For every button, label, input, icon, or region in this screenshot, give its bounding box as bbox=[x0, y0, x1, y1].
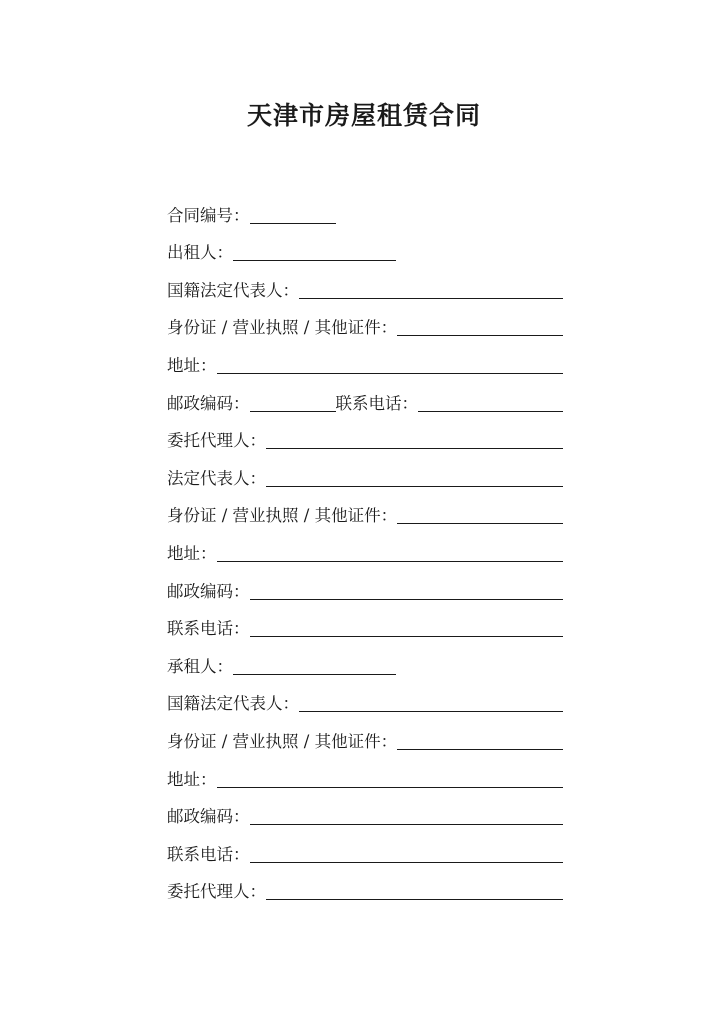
agent-legal-rep-blank[interactable] bbox=[266, 468, 563, 487]
agent-postcode-label: 邮政编码： bbox=[167, 581, 250, 601]
lessor-phone-blank[interactable] bbox=[418, 393, 563, 412]
lessor-agent-row bbox=[167, 414, 563, 452]
lessee-postcode-row bbox=[167, 790, 563, 828]
agent-address-blank[interactable] bbox=[217, 543, 564, 562]
lessee-blank[interactable] bbox=[233, 656, 396, 675]
contract-number-row bbox=[167, 188, 563, 226]
lessee-phone-label: 联系电话： bbox=[167, 844, 250, 864]
lessor-phone-label: 联系电话： bbox=[335, 393, 418, 413]
lessee-address-row bbox=[167, 752, 563, 790]
agent-id-row bbox=[167, 489, 563, 527]
lessee-id-label: 身份证 / 营业执照 / 其他证件： bbox=[167, 731, 398, 751]
agent-id-label: 身份证 / 营业执照 / 其他证件： bbox=[167, 506, 398, 526]
lessor-nationality-rep-row bbox=[167, 263, 563, 301]
lessee-id-row bbox=[167, 714, 563, 752]
lessee-agent-blank[interactable] bbox=[266, 881, 563, 900]
agent-postcode-blank[interactable] bbox=[250, 581, 564, 600]
lessor-id-row bbox=[167, 301, 563, 339]
lessor-postcode-phone-row bbox=[167, 376, 563, 414]
agent-legal-rep-row bbox=[167, 451, 563, 489]
lessee-postcode-blank[interactable] bbox=[250, 806, 564, 825]
lessee-address-label: 地址： bbox=[167, 769, 217, 789]
lessee-agent-label: 委托代理人： bbox=[167, 882, 266, 902]
lessor-agent-blank[interactable] bbox=[266, 430, 563, 449]
lessor-id-blank[interactable] bbox=[397, 317, 563, 336]
agent-address-row bbox=[167, 526, 563, 564]
lessor-agent-label: 委托代理人： bbox=[167, 431, 266, 451]
document-title: 天津市房屋租赁合同 bbox=[246, 101, 481, 130]
agent-postcode-row bbox=[167, 564, 563, 602]
agent-phone-label: 联系电话： bbox=[167, 619, 250, 639]
agent-phone-blank[interactable] bbox=[250, 618, 564, 637]
lessor-nationality-rep-label: 国籍法定代表人： bbox=[167, 280, 299, 300]
contract-number-label: 合同编号： bbox=[167, 205, 250, 225]
lessor-postcode-blank[interactable] bbox=[250, 393, 336, 412]
lessor-address-label: 地址： bbox=[167, 355, 217, 375]
lessee-phone-blank[interactable] bbox=[250, 844, 564, 863]
agent-id-blank[interactable] bbox=[397, 505, 563, 524]
lessee-nationality-rep-row bbox=[167, 677, 563, 715]
lessor-id-label: 身份证 / 营业执照 / 其他证件： bbox=[167, 318, 398, 338]
lessor-address-blank[interactable] bbox=[217, 355, 564, 374]
lessee-nationality-rep-label: 国籍法定代表人： bbox=[167, 694, 299, 714]
contract-party-form bbox=[167, 188, 563, 902]
lessee-label: 承租人： bbox=[167, 656, 233, 676]
contract-number-blank[interactable] bbox=[250, 205, 336, 224]
lessor-nationality-rep-blank[interactable] bbox=[299, 280, 563, 299]
lessor-address-row bbox=[167, 338, 563, 376]
lessor-row bbox=[167, 226, 563, 264]
lessor-postcode-label: 邮政编码： bbox=[167, 393, 250, 413]
lessee-address-blank[interactable] bbox=[217, 769, 564, 788]
lessee-agent-row bbox=[167, 865, 563, 903]
agent-legal-rep-label: 法定代表人： bbox=[167, 468, 266, 488]
lessee-postcode-label: 邮政编码： bbox=[167, 807, 250, 827]
lessee-row bbox=[167, 639, 563, 677]
lessee-nationality-rep-blank[interactable] bbox=[299, 693, 563, 712]
lessee-phone-row bbox=[167, 827, 563, 865]
lessor-blank[interactable] bbox=[233, 242, 396, 261]
lessor-label: 出租人： bbox=[167, 243, 233, 263]
lessee-id-blank[interactable] bbox=[397, 731, 563, 750]
agent-address-label: 地址： bbox=[167, 543, 217, 563]
agent-phone-row bbox=[167, 602, 563, 640]
